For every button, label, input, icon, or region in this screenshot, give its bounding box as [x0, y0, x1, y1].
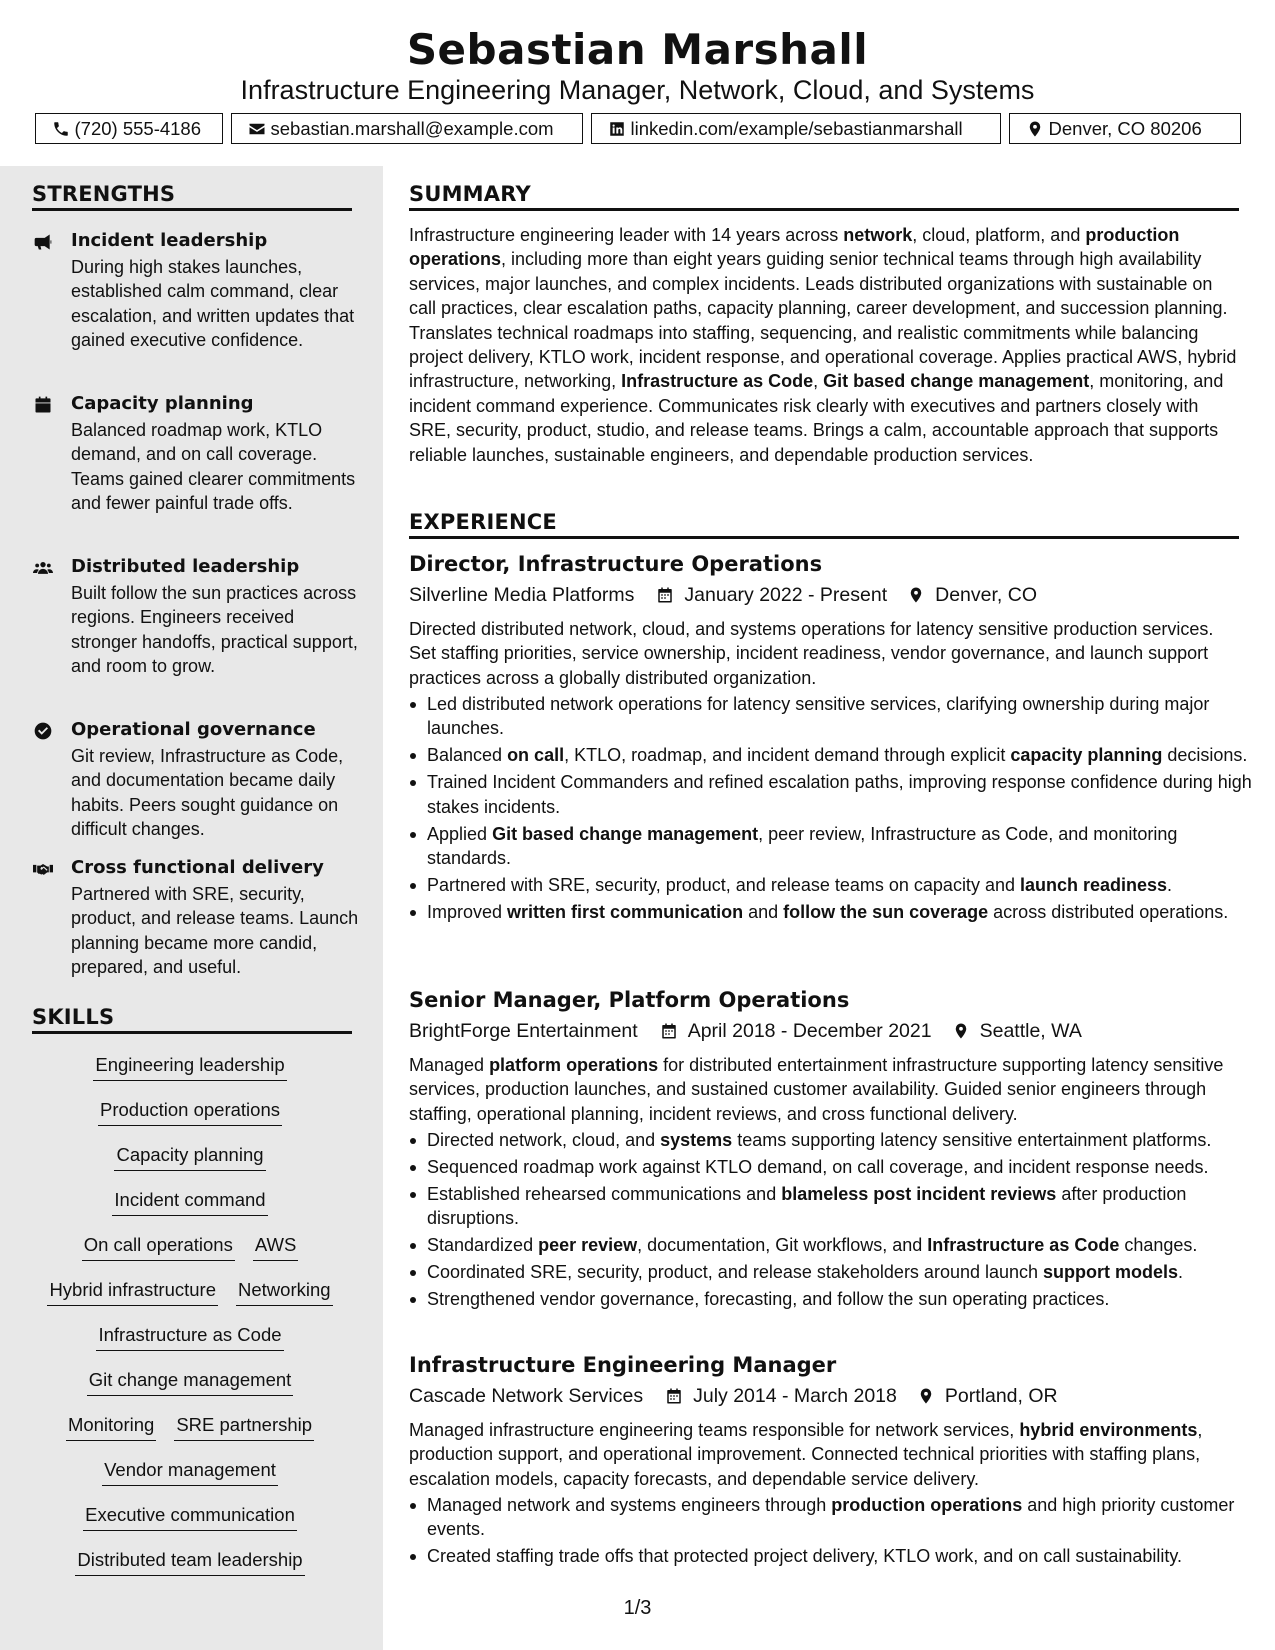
map-pin-icon [917, 1386, 935, 1406]
job-bullets [409, 1493, 1257, 1571]
job-dates: April 2018 - December 2021 [687, 1020, 932, 1042]
megaphone-icon [32, 232, 54, 252]
map-pin-icon [952, 1021, 970, 1041]
strength-desc: During high stakes launches, established calm command, clear escalation, and written updates that gained executive confidence. [71, 257, 355, 351]
skill-tag: Monitoring [66, 1413, 156, 1441]
skill-row [30, 1368, 350, 1396]
skill-tag: Distributed team leadership [75, 1548, 304, 1576]
skill-row [30, 1323, 350, 1351]
strength-title: Capacity planning [71, 393, 254, 414]
strength-item [32, 855, 362, 980]
job-bullets [409, 1128, 1257, 1314]
strength-item [32, 717, 362, 842]
job-dates: July 2014 - March 2018 [693, 1385, 897, 1407]
job-location: Denver, CO [935, 584, 1037, 606]
job-title: Infrastructure Engineering Manager [409, 1353, 837, 1377]
calendar-icon [32, 395, 54, 415]
bullet-item: Led distributed network operations for latency sensitive services, clarifying ownership during major launches. [427, 692, 1257, 741]
job-title: Senior Manager, Platform Operations [409, 988, 850, 1012]
page-number: 1/3 [623, 1597, 652, 1619]
map-pin-icon [907, 585, 925, 605]
skill-tag: On call operations [82, 1233, 235, 1261]
bullet-item: Balanced on call, KTLO, roadmap, and incident demand through explicit capacity planning decisions. [427, 743, 1257, 767]
strength-title: Incident leadership [71, 230, 268, 251]
bullet-item: Standardized peer review, documentation, Git workflows, and Infrastructure as Code changes. [427, 1233, 1257, 1257]
skill-tag: Capacity planning [114, 1143, 265, 1171]
bullet-item: Established rehearsed communications and blameless post incident reviews after production disruptions. [427, 1182, 1257, 1231]
job-title: Director, Infrastructure Operations [409, 552, 823, 576]
skill-tag: Production operations [98, 1098, 282, 1126]
skill-row [30, 1278, 350, 1306]
phone-icon [52, 120, 70, 138]
linkedin-icon [608, 120, 626, 138]
skill-tag: Infrastructure as Code [96, 1323, 283, 1351]
skill-tag: AWS [253, 1233, 298, 1261]
bullet-item: Trained Incident Commanders and refined escalation paths, improving response confidence during high stakes incidents. [427, 770, 1257, 819]
bullet-item: Directed network, cloud, and systems teams supporting latency sensitive entertainment platforms. [427, 1128, 1257, 1152]
handshake-icon [32, 859, 54, 879]
candidate-tagline: Infrastructure Engineering Manager, Network, Cloud, and Systems [240, 75, 1035, 105]
strength-desc: Partnered with SRE, security, product, and release teams. Launch planning became more candid, prepared, and useful. [71, 884, 359, 978]
skill-row [30, 1053, 350, 1081]
summary-text: Infrastructure engineering leader with 14 years across network, cloud, platform, and production operations, including more than eight years guiding senior technical teams through high availability services, major launches, and complex incidents. Leads distributed organizations with sustainable on call practices, clear escalation paths, capacity planning, career development, and succession planning. Translates technical roadmaps into staffing, sequencing, and realistic commitments while balancing project delivery, KTLO work, incident response, and operational coverage. Applies practical AWS, hybrid infrastructure, networking, Infrastructure as Code, Git based change management, monitoring, and incident command experience. Communicates risk clearly with executives and partners closely with SRE, security, product, studio, and release teams. Brings a calm, accountable approach that supports reliable launches, sustainable engineers, and dependable production services. [409, 225, 1237, 465]
skill-row [30, 1143, 350, 1171]
skill-row [30, 1548, 350, 1576]
skill-row [30, 1413, 350, 1441]
calendar-icon [660, 1021, 678, 1041]
skill-tag: Hybrid infrastructure [47, 1278, 218, 1306]
skill-tag: Engineering leadership [93, 1053, 286, 1081]
skill-tag: Networking [236, 1278, 333, 1306]
strength-desc: Balanced roadmap work, KTLO demand, and on call coverage. Teams gained clearer commitments and fewer painful trade offs. [71, 420, 356, 514]
job-company: Silverline Media Platforms [409, 584, 635, 606]
skills-heading: SKILLS [32, 1005, 352, 1034]
job-location: Seattle, WA [979, 1020, 1082, 1042]
strength-item [32, 391, 362, 516]
skill-tag: Git change management [87, 1368, 294, 1396]
contact-phone[interactable] [35, 113, 223, 144]
contact-bar [0, 113, 1275, 144]
job-meta [409, 1017, 1082, 1045]
map-pin-icon [1026, 120, 1044, 138]
skill-row [30, 1233, 350, 1261]
job-location: Portland, OR [944, 1385, 1058, 1407]
bullet-item: Applied Git based change management, peer review, Infrastructure as Code, and monitoring standards. [427, 822, 1257, 871]
skill-row [30, 1458, 350, 1486]
check-circle-icon [32, 721, 54, 741]
envelope-icon [248, 120, 266, 138]
skill-row [30, 1188, 350, 1216]
strength-item [32, 554, 362, 679]
candidate-name: Sebastian Marshall [406, 25, 869, 74]
strengths-heading: STRENGTHS [32, 182, 352, 211]
strength-desc: Built follow the sun practices across regions. Engineers received stronger handoffs, practical support, and room to grow. [71, 583, 358, 677]
bullet-item: Coordinated SRE, security, product, and release stakeholders around launch support models. [427, 1260, 1257, 1284]
summary-heading: SUMMARY [409, 182, 1239, 211]
contact-location-text: Denver, CO 80206 [1048, 117, 1202, 139]
strength-desc: Git review, Infrastructure as Code, and documentation became daily habits. Peers sought guidance on difficult changes. [71, 746, 344, 840]
strength-item [32, 228, 362, 353]
bullet-item: Managed network and systems engineers through production operations and high priority customer events. [427, 1493, 1257, 1542]
bullet-item: Strengthened vendor governance, forecasting, and follow the sun operating practices. [427, 1287, 1257, 1311]
job-dates: January 2022 - Present [684, 584, 888, 606]
skill-row [30, 1503, 350, 1531]
contact-linkedin-text: linkedin.com/example/sebastianmarshall [630, 117, 963, 139]
strength-title: Distributed leadership [71, 556, 300, 577]
skill-tag: Vendor management [102, 1458, 278, 1486]
job-company: BrightForge Entertainment [409, 1020, 638, 1042]
contact-email-text: sebastian.marshall@example.com [270, 117, 554, 139]
contact-linkedin[interactable] [591, 113, 1001, 144]
skill-tag: Incident command [112, 1188, 267, 1216]
strength-title: Cross functional delivery [71, 857, 324, 878]
calendar-icon [665, 1386, 683, 1406]
bullet-item: Partnered with SRE, security, product, and release teams on capacity and launch readiness. [427, 873, 1257, 897]
contact-phone-text: (720) 555-4186 [74, 117, 202, 139]
job-meta [409, 1382, 1058, 1410]
job-summary: Managed infrastructure engineering teams responsible for network services, hybrid environments, production support, and operational improvement. Connected technical priorities with staffing plans, escalation models, capacity forecasts, and dependable service delivery. [409, 1420, 1203, 1489]
calendar-icon [656, 585, 674, 605]
contact-email[interactable] [231, 113, 583, 144]
contact-location [1009, 113, 1241, 144]
job-company: Cascade Network Services [409, 1385, 644, 1407]
skill-row [30, 1098, 350, 1126]
strength-title: Operational governance [71, 719, 316, 740]
users-icon [32, 558, 54, 578]
skill-tag: SRE partnership [174, 1413, 314, 1441]
bullet-item: Created staffing trade offs that protected project delivery, KTLO work, and on call sustainability. [427, 1544, 1257, 1568]
bullet-item: Sequenced roadmap work against KTLO demand, on call coverage, and incident response needs. [427, 1155, 1257, 1179]
job-summary: Directed distributed network, cloud, and systems operations for latency sensitive production services. Set staffing priorities, service ownership, incident readiness, vendor governance, and launch support practices across a globally distributed organization. [409, 619, 1214, 688]
skill-tag: Executive communication [83, 1503, 297, 1531]
job-bullets [409, 692, 1257, 927]
bullet-item: Improved written first communication and follow the sun coverage across distributed operations. [427, 900, 1257, 924]
job-meta [409, 581, 1037, 609]
job-summary: Managed platform operations for distributed entertainment infrastructure supporting latency sensitive services, production launches, and sustained customer availability. Guided senior engineers through staffing, operational planning, incident reviews, and cross functional delivery. [409, 1055, 1224, 1124]
experience-heading: EXPERIENCE [409, 510, 1239, 539]
